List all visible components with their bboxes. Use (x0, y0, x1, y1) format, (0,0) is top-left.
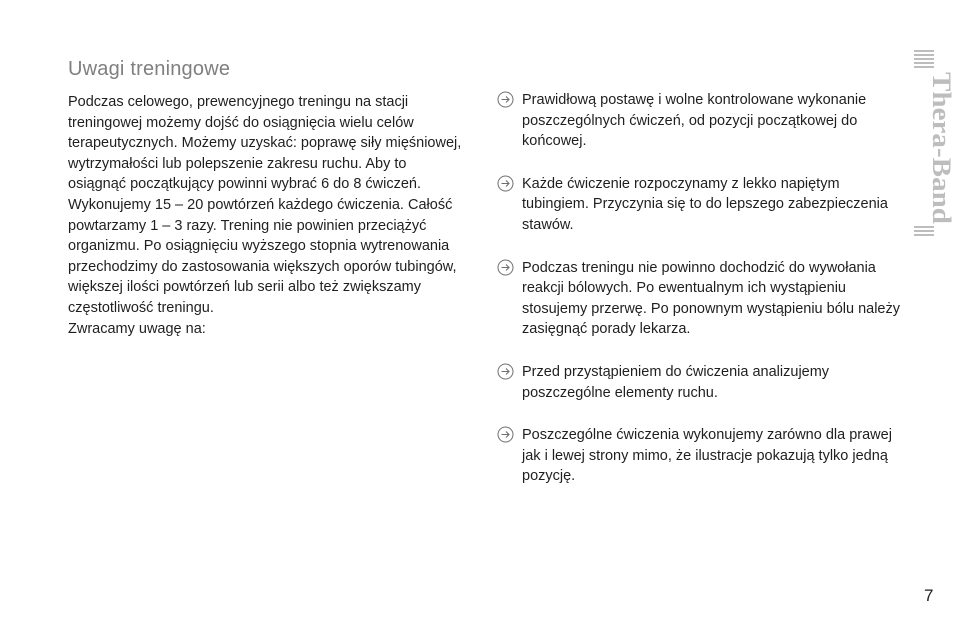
bullet-list (497, 90, 907, 487)
circled-arrow-right-icon (497, 363, 514, 380)
list-item-text: Prawidłową postawę i wolne kontrolowane wykonanie poszczególnych ćwiczeń, od pozycji początkowej do końcowej. (522, 92, 867, 150)
list-item (497, 258, 907, 340)
intro-closing: Zwracamy uwagę na: (68, 320, 206, 337)
list-item-text: Przed przystąpieniem do ćwiczenia analizujemy poszczególne elementy ruchu. (522, 363, 830, 401)
list-item-text: Podczas treningu nie powinno dochodzić do wywołania reakcji bólowych. Po ewentualnym ich wystąpieniu stosujemy przerwę. Po ponownym wystąpieniu bólu należy zasięgnąć porady lekarza. (522, 259, 900, 338)
page-number: 7 (924, 586, 934, 605)
intro-section (68, 92, 468, 339)
list-item (497, 425, 907, 487)
circled-arrow-right-icon (497, 91, 514, 108)
list-item (497, 174, 907, 236)
brand-logo-text: Thera-Band (927, 72, 956, 208)
circled-arrow-right-icon (497, 259, 514, 276)
circled-arrow-right-icon (497, 175, 514, 192)
list-item (497, 362, 907, 403)
list-item (497, 90, 907, 152)
thera-band-logo (905, 50, 956, 240)
intro-paragraph: Podczas celowego, prewencyjnego treningu na stacji treningowej możemy dojść do osiągnięcia wielu celów terapeutycznych. Możemy uzyskać: poprawę siły mięśniowej, wytrzymałości lub polepszenie zakresu ruchu. Aby to osiągnąć początkujący powinni wybrać 6 do 8 ćwiczeń. Wykonujemy 15 – 20 powtórzeń każdego ćwiczenia. Całość powtarzamy 1 – 3 razy. Trening nie powinien przeciążyć organizmu. Po osiągnięciu wyższego stopnia wytrenowania przechodzimy do zastosowania większych oporów tubingów, większej ilości powtórzeń lub serii albo też zwiększamy częstotliwość treningu. (68, 94, 462, 316)
page-title: Uwagi treningowe (68, 58, 231, 81)
circled-arrow-right-icon (497, 426, 514, 443)
list-item-text: Każde ćwiczenie rozpoczynamy z lekko napiętym tubingiem. Przyczynia się to do lepszego zabezpieczenia stawów. (522, 175, 888, 233)
list-item-text: Poszczególne ćwiczenia wykonujemy zarówno dla prawej jak i lewej strony mimo, że ilustracje pokazują tylko jedną pozycję. (522, 427, 892, 485)
